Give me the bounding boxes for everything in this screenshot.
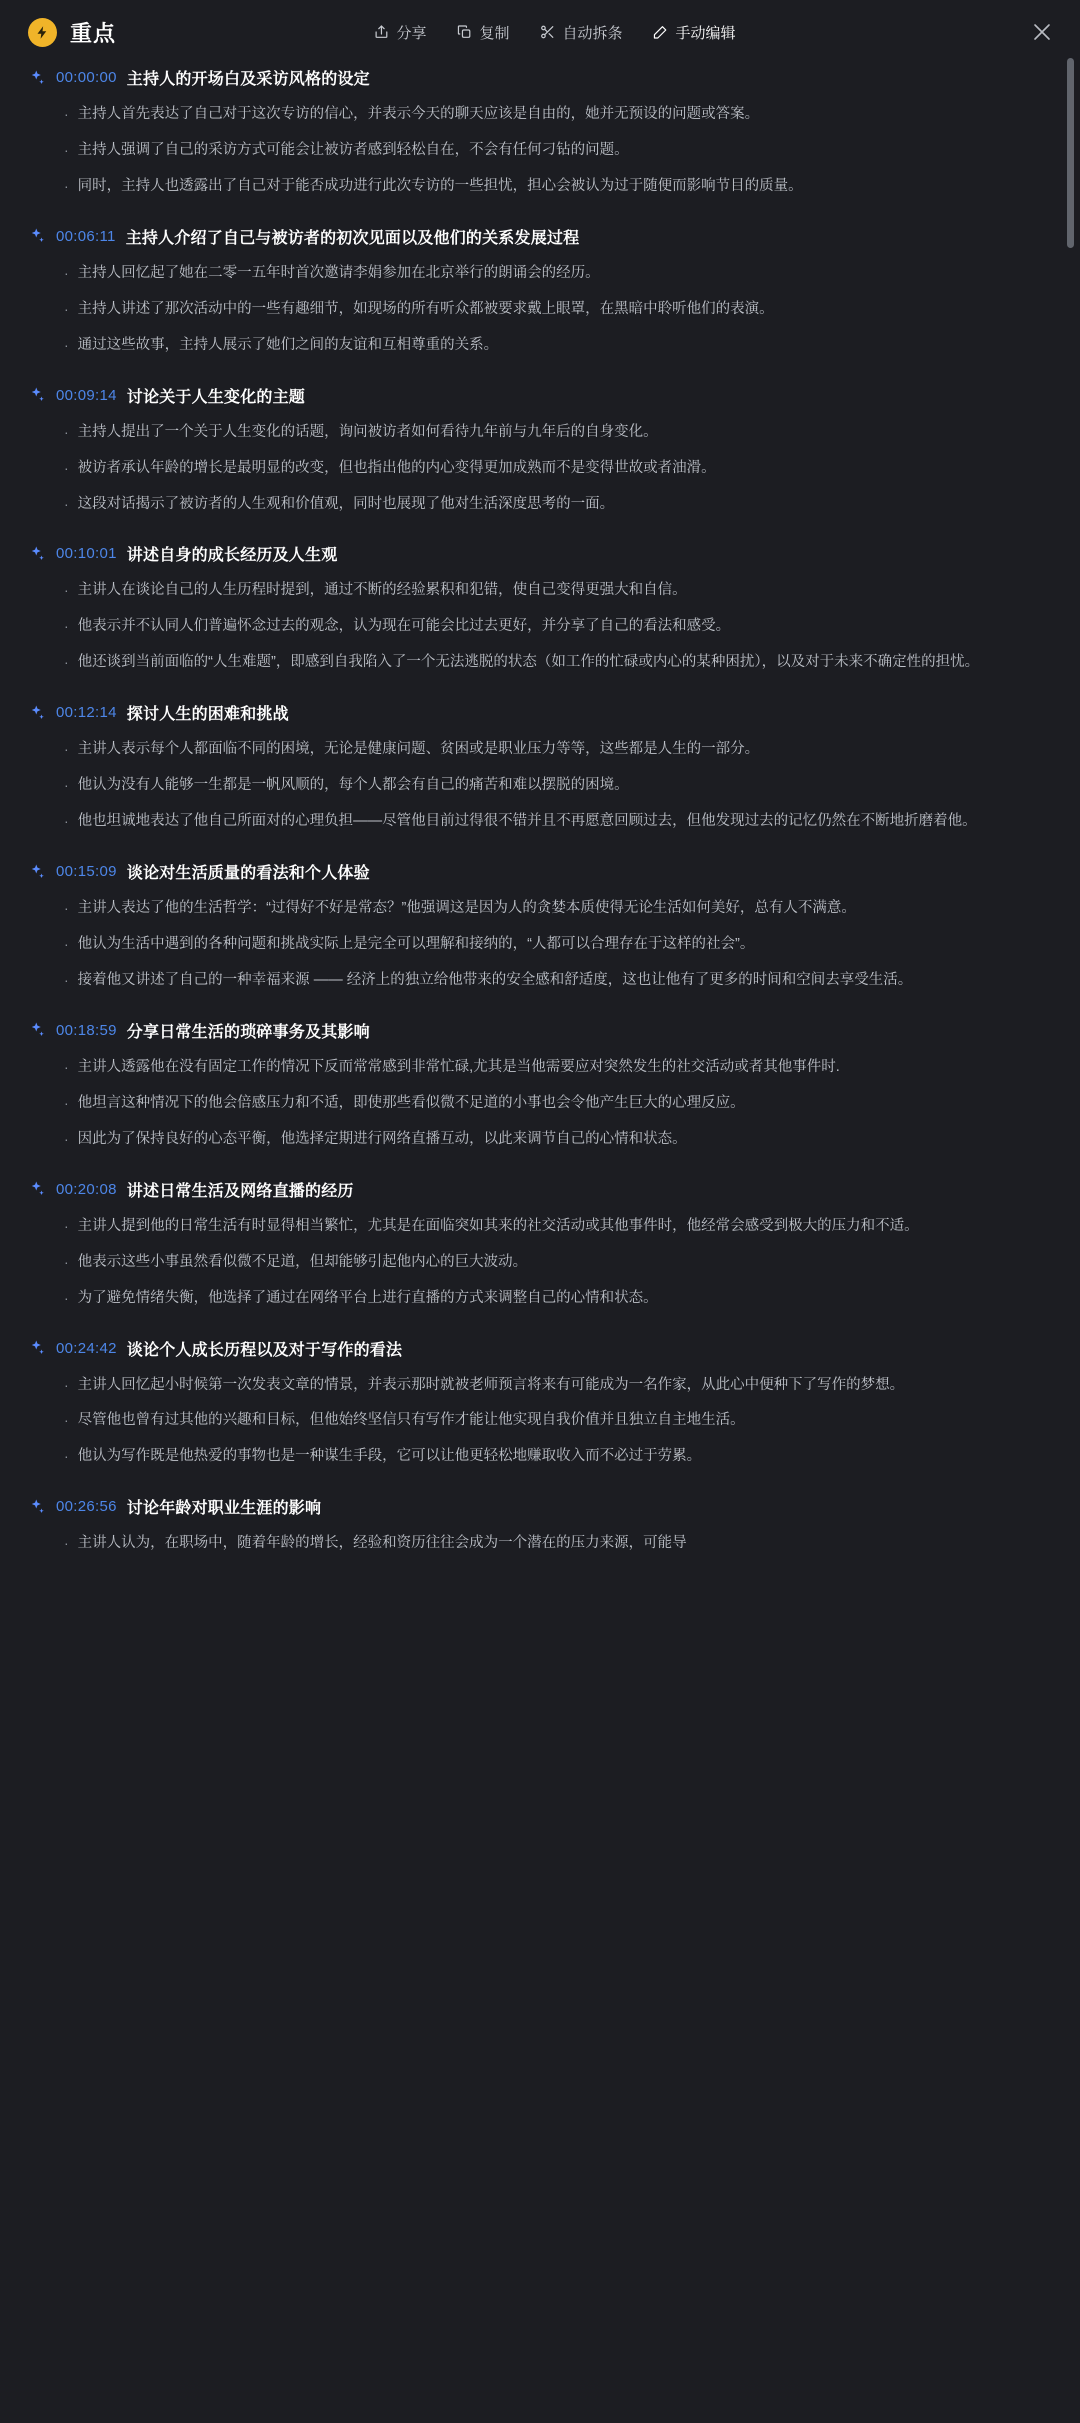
list-item — [64, 932, 1036, 957]
sparkle-icon — [28, 545, 46, 563]
bullet-text: 他坦言这种情况下的他会倍感压力和不适，即使那些看似微不足道的小事也会令他产生巨大的心理反应。 — [77, 1094, 745, 1111]
list-item — [64, 1444, 1036, 1469]
section-header[interactable] — [28, 384, 1036, 407]
summary-section — [28, 542, 1036, 675]
scissors-icon — [539, 24, 555, 40]
bullet-text: 主讲人回忆起小时候第一次发表文章的情景，并表示那时就被老师预言将来有可能成为一名作家，从此心中便种下了写作的梦想。 — [77, 1376, 905, 1393]
bullet-text: 主讲人表达了他的生活哲学：“过得好不好是常态？”他强调这是因为人的贪婪本质使得无论生活如何美好，总有人不满意。 — [77, 900, 856, 917]
section-timestamp[interactable]: 00:24:42 — [56, 1339, 117, 1357]
bullet-text: 接着他又讲述了自己的一种幸福来源 —— 经济上的独立给他带来的安全感和舒适度，这也让他有了更多的时间和空间去享受生活。 — [77, 971, 913, 988]
bullet-list — [28, 420, 1036, 517]
section-timestamp[interactable]: 00:06:11 — [56, 227, 116, 245]
bullet-dot-icon: · — [64, 936, 69, 952]
section-timestamp[interactable]: 00:18:59 — [56, 1021, 117, 1039]
bullet-text: 因此为了保持良好的心态平衡，他选择定期进行网络直播互动，以此来调节自己的心情和状态。 — [77, 1130, 687, 1147]
bullet-dot-icon: · — [64, 1058, 69, 1075]
scrollbar-thumb[interactable] — [1067, 58, 1074, 248]
section-title: 谈论对生活质量的看法和个人体验 — [126, 865, 370, 883]
sparkle-icon — [28, 1498, 46, 1516]
section-timestamp[interactable]: 00:00:00 — [56, 69, 117, 86]
summary-section — [28, 225, 1036, 358]
section-timestamp[interactable]: 00:20:08 — [56, 1180, 117, 1198]
auto-split-label: 自动拆条 — [562, 24, 623, 42]
bullet-dot-icon: · — [64, 1130, 69, 1147]
bullet-text: 他认为没有人能够一生都是一帆风顺的，每个人都会有自己的痛苦和难以摆脱的困境。 — [77, 777, 629, 794]
section-title: 主持人介绍了自己与被访者的初次见面以及他们的关系发展过程 — [125, 229, 580, 247]
bullet-dot-icon: · — [64, 106, 69, 122]
list-item — [64, 1250, 1036, 1275]
bullet-text: 通过这些故事，主持人展示了她们之间的友谊和互相尊重的关系。 — [77, 336, 499, 353]
close-icon[interactable] — [1030, 20, 1054, 44]
bullet-text: 他认为生活中遇到的各种问题和挑战实际上是完全可以理解和接纳的，“人都可以合理存在于这样的社会”。 — [77, 936, 755, 952]
list-item — [64, 650, 1036, 675]
bullet-dot-icon: · — [64, 1448, 69, 1465]
bullet-dot-icon: · — [64, 459, 69, 476]
manual-edit-button[interactable] — [652, 22, 735, 43]
list-item — [64, 896, 1036, 921]
list-item — [64, 1055, 1036, 1080]
bullet-dot-icon: · — [64, 1535, 69, 1552]
section-header[interactable] — [28, 1337, 1036, 1360]
bullet-dot-icon: · — [64, 654, 69, 671]
bullet-list — [28, 1373, 1036, 1470]
bullet-dot-icon: · — [64, 971, 69, 988]
bullet-list — [28, 1531, 1036, 1556]
sparkle-icon — [28, 863, 46, 881]
bullet-dot-icon: · — [64, 1412, 69, 1429]
bullet-dot-icon: · — [64, 1376, 69, 1393]
bullet-text: 主讲人认为，在职场中，随着年龄的增长，经验和资历往往会成为一个潜在的压力来源，可能导 — [77, 1535, 687, 1552]
bullet-text: 主持人回忆起了她在二零一五年时首次邀请李娟参加在北京举行的朗诵会的经历。 — [77, 264, 600, 281]
section-header[interactable] — [28, 1495, 1036, 1518]
sparkle-icon — [28, 386, 46, 404]
section-title: 主持人的开场白及采访风格的设定 — [126, 71, 370, 88]
summary-section — [28, 384, 1036, 517]
section-title: 讨论关于人生变化的主题 — [126, 388, 305, 406]
list-item — [64, 456, 1036, 481]
list-item — [64, 737, 1036, 762]
list-item — [64, 138, 1036, 163]
sparkle-icon — [28, 1339, 46, 1357]
bullet-dot-icon: · — [64, 495, 69, 512]
list-item — [64, 614, 1036, 639]
bullet-text: 主讲人透露他在没有固定工作的情况下反而常常感到非常忙碌,尤其是当他需要应对突然发生的社交活动或者其他事件时. — [77, 1058, 840, 1075]
share-label: 分享 — [396, 24, 427, 42]
section-timestamp[interactable]: 00:26:56 — [56, 1498, 117, 1516]
sparkle-icon — [28, 227, 46, 245]
section-title: 探讨人生的困难和挑战 — [126, 706, 289, 724]
bullet-text: 主讲人在谈论自己的人生历程时提到，通过不断的经验累积和犯错，使自己变得更强大和自信。 — [77, 582, 687, 599]
sparkle-icon — [28, 1180, 46, 1198]
bullet-dot-icon: · — [64, 264, 69, 281]
copy-icon — [456, 24, 472, 40]
bullet-list — [28, 578, 1036, 675]
list-item — [64, 1127, 1036, 1152]
list-item — [64, 1373, 1036, 1398]
lightning-badge-icon — [28, 18, 57, 47]
bullet-text: 尽管他也曾有过其他的兴趣和目标，但他始终坚信只有写作才能让他实现自我价值并且独立自主地生活。 — [77, 1412, 745, 1429]
bullet-list — [28, 1214, 1036, 1311]
list-item — [64, 1408, 1036, 1433]
summary-section — [28, 1495, 1036, 1556]
list-item — [64, 773, 1036, 798]
bullet-dot-icon: · — [64, 1217, 69, 1234]
section-header[interactable] — [28, 701, 1036, 724]
section-timestamp[interactable]: 00:15:09 — [56, 863, 117, 881]
bullet-text: 主持人提出了一个关于人生变化的话题，询问被访者如何看待九年前与九年后的自身变化。 — [77, 423, 658, 440]
bullet-text: 他也坦诚地表达了他自己所面对的心理负担——尽管他目前过得很不错并且不再愿意回顾过去，但他发现过去的记忆仍然在不断地折磨着他。 — [77, 813, 977, 830]
bullet-text: 这段对话揭示了被访者的人生观和价值观，同时也展现了他对生活深度思考的一面。 — [77, 495, 615, 512]
section-timestamp[interactable]: 00:10:01 — [56, 545, 117, 563]
list-item — [64, 492, 1036, 517]
bullet-dot-icon: · — [64, 1289, 69, 1306]
share-button[interactable] — [373, 22, 426, 43]
list-item — [64, 261, 1036, 286]
sparkle-icon — [28, 1021, 46, 1039]
bullet-text: 被访者承认年龄的增长是最明显的改变，但也指出他的内心变得更加成熟而不是变得世故或者油滑。 — [77, 459, 716, 476]
bullet-dot-icon: · — [64, 618, 69, 635]
section-title: 谈论个人成长历程以及对于写作的看法 — [126, 1341, 403, 1359]
bullet-text: 他认为写作既是他热爱的事物也是一种谋生手段，它可以让他更轻松地赚取收入而不必过于劳累。 — [77, 1448, 702, 1465]
app-logo — [28, 17, 116, 48]
section-title: 讲述日常生活及网络直播的经历 — [126, 1182, 354, 1200]
bullet-dot-icon: · — [64, 1253, 69, 1270]
page-title: 重点 — [70, 20, 117, 46]
bullet-text: 主讲人表示每个人都面临不同的困境，无论是健康问题、贫困或是职业压力等等，这些都是人生的一部分。 — [77, 741, 760, 758]
bullet-list — [28, 1055, 1036, 1152]
section-header[interactable] — [28, 66, 1036, 89]
section-header[interactable] — [28, 1178, 1036, 1201]
bullet-dot-icon: · — [64, 1094, 69, 1111]
section-title: 讲述自身的成长经历及人生观 — [126, 547, 338, 565]
list-item — [64, 420, 1036, 445]
bullet-dot-icon: · — [64, 423, 69, 440]
list-item — [64, 809, 1036, 834]
copy-button[interactable] — [456, 22, 509, 43]
bullet-text: 他还谈到当前面临的“人生难题”，即感到自我陷入了一个无法逃脱的状态（如工作的忙碌或内心的某种困扰），以及对于未来不确定性的担忧。 — [77, 654, 980, 671]
bullet-text: 为了避免情绪失衡，他选择了通过在网络平台上进行直播的方式来调整自己的心情和状态。 — [77, 1289, 658, 1306]
list-item — [64, 1531, 1036, 1556]
summary-section — [28, 1337, 1036, 1470]
bullet-dot-icon: · — [64, 900, 69, 917]
bullet-dot-icon: · — [64, 813, 69, 830]
bullet-dot-icon: · — [64, 177, 69, 194]
section-header[interactable] — [28, 1019, 1036, 1042]
summary-section — [28, 701, 1036, 834]
app-header — [0, 0, 1080, 64]
bullet-dot-icon: · — [64, 777, 69, 794]
list-item — [64, 297, 1036, 322]
bullet-list — [28, 896, 1036, 993]
summary-section — [28, 1178, 1036, 1311]
list-item — [64, 174, 1036, 199]
bullet-text: 主持人讲述了那次活动中的一些有趣细节，如现场的所有听众都被要求戴上眼罩，在黑暗中聆听他们的表演。 — [77, 300, 774, 317]
list-item — [64, 1091, 1036, 1116]
sparkle-icon — [28, 69, 46, 87]
bullet-list — [28, 102, 1036, 199]
summary-list — [0, 64, 1080, 1612]
bullet-text: 主讲人提到他的日常生活有时显得相当繁忙，尤其是在面临突如其来的社交活动或其他事件时，他经常会感受到极大的压力和不适。 — [77, 1217, 919, 1234]
bullet-dot-icon: · — [64, 336, 69, 353]
list-item — [64, 968, 1036, 993]
section-title: 讨论年龄对职业生涯的影响 — [126, 1500, 322, 1518]
section-header[interactable] — [28, 542, 1036, 565]
bullet-text: 同时，主持人也透露出了自己对于能否成功进行此次专访的一些担忧，担心会被认为过于随便而影响节目的质量。 — [77, 177, 803, 194]
pencil-icon — [652, 24, 668, 40]
header-actions — [373, 22, 735, 43]
auto-split-button[interactable] — [539, 22, 622, 43]
bullet-dot-icon: · — [64, 300, 69, 317]
list-item — [64, 1286, 1036, 1311]
list-item — [64, 102, 1036, 127]
section-header[interactable] — [28, 225, 1036, 248]
summary-section — [28, 66, 1036, 199]
list-item — [64, 578, 1036, 603]
list-item — [64, 333, 1036, 358]
scrollbar[interactable] — [1067, 58, 1074, 2415]
sparkle-icon — [28, 704, 46, 722]
bullet-text: 他表示这些小事虽然看似微不足道，但却能够引起他内心的巨大波动。 — [77, 1253, 528, 1270]
section-header[interactable] — [28, 860, 1036, 883]
summary-section — [28, 1019, 1036, 1152]
list-item — [64, 1214, 1036, 1239]
bullet-list — [28, 261, 1036, 358]
bullet-dot-icon: · — [64, 582, 69, 599]
bullet-text: 他表示并不认同人们普遍怀念过去的观念，认为现在可能会比过去更好，并分享了自己的看法和感受。 — [77, 618, 731, 635]
bullet-dot-icon: · — [64, 741, 69, 758]
section-timestamp[interactable]: 00:09:14 — [56, 386, 117, 404]
share-icon — [373, 24, 389, 40]
summary-section — [28, 860, 1036, 993]
bullet-text: 主持人强调了自己的采访方式可能会让被访者感到轻松自在，不会有任何刁钻的问题。 — [77, 141, 629, 158]
copy-label: 复制 — [479, 24, 510, 42]
manual-edit-label: 手动编辑 — [675, 24, 736, 42]
bullet-list — [28, 737, 1036, 834]
bullet-dot-icon: · — [64, 141, 69, 158]
section-title: 分享日常生活的琐碎事务及其影响 — [126, 1023, 370, 1041]
section-timestamp[interactable]: 00:12:14 — [56, 704, 117, 722]
bullet-text: 主持人首先表达了自己对于这次专访的信心，并表示今天的聊天应该是自由的，她并无预设的问题或答案。 — [77, 106, 760, 122]
